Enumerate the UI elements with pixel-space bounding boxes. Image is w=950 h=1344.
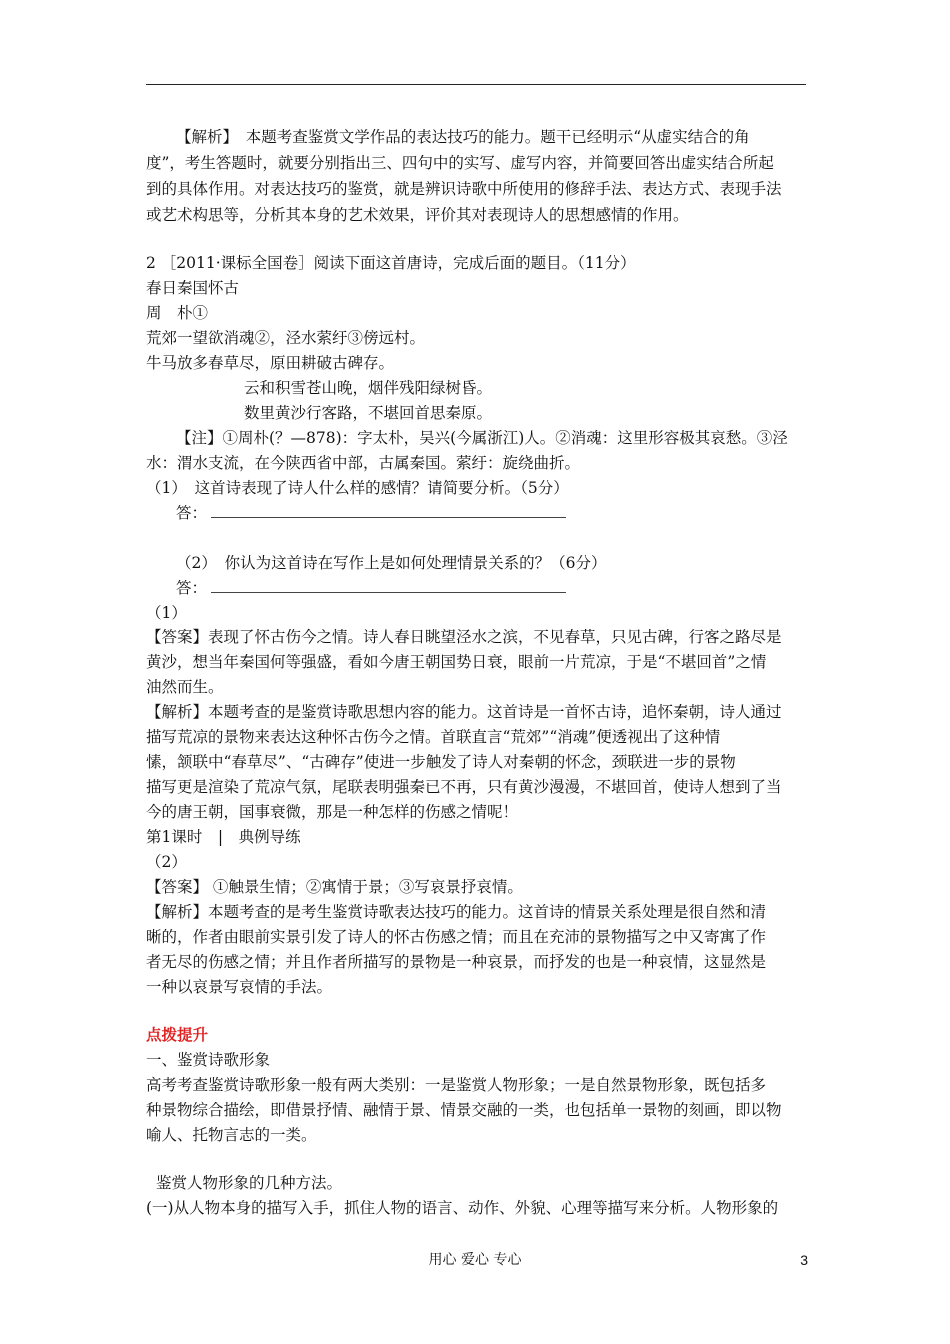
answer-line: 【答案】表现了怀古伤今之情。诗人春日眺望泾水之滨，不见春草，只见古碑，行客之路尽是 (146, 628, 782, 646)
analysis-line: 者无尽的伤感之情；并且作者所描写的景物是一种哀景，而抒发的也是一种哀情，这显然是 (146, 953, 767, 971)
analysis-line: 愫，颔联中“春草尽”、“古碑存”使进一步触发了诗人对秦朝的怀念，颈联进一步的景物 (146, 753, 736, 771)
analysis-line: 描写更是渲染了荒凉气氛，尾联表明强秦已不再，只有黄沙漫漫，不堪回首，使诗人想到了当 (146, 778, 782, 796)
analysis-line: 今的唐王朝，国事衰微，那是一种怎样的伤感之情呢！ (146, 803, 519, 821)
answer-blank-1 (176, 503, 838, 523)
analysis-line: 或艺术构思等，分析其本身的艺术效果，评价其对表现诗人的思想感情的作用。 (146, 206, 689, 224)
answer-underline (211, 503, 566, 518)
analysis-line: 【解析】本题考查的是考生鉴赏诗歌表达技巧的能力。这首诗的情景关系处理是很自然和清 (146, 903, 767, 921)
methods-title: 鉴赏人物形象的几种方法。 (156, 1174, 343, 1192)
poem-author: 周 朴① (146, 304, 209, 322)
analysis-line: 到的具体作用。对表达技巧的鉴赏，就是辨识诗歌中所使用的修辞手法、表达方式、表现手法 (146, 180, 782, 198)
page-number: 3 (800, 1252, 808, 1268)
note-line: 水：渭水支流，在今陕西省中部，古属秦国。萦纡：旋绕曲折。 (146, 454, 581, 472)
question-header: 2 ［2011·课标全国卷］阅读下面这首唐诗，完成后面的题目。（11分） (146, 254, 636, 272)
section-subtitle: 一、鉴赏诗歌形象 (146, 1051, 271, 1069)
analysis-line: 【解析】 本题考查鉴赏文学作品的表达技巧的能力。题干已经明示“从虚实结合的角 (176, 128, 750, 146)
item-label: （1） (146, 604, 187, 622)
poem-line: 牛马放多春草尽，原田耕破古碑存。 (146, 354, 395, 372)
analysis-line: 晰的，作者由眼前实景引发了诗人的怀古伤感之情；而且在充沛的景物描写之中又寄寓了作 (146, 928, 767, 946)
answer-underline (211, 578, 566, 593)
analysis-line: 【解析】本题考查的是鉴赏诗歌思想内容的能力。这首诗是一首怀古诗，追怀秦朝，诗人通过 (146, 703, 782, 721)
section-paragraph-line: 高考考查鉴赏诗歌形象一般有两大类别：一是鉴赏人物形象；一是自然景物形象，既包括多 (146, 1076, 767, 1094)
answer-label: 答： (176, 579, 208, 597)
lesson-line: 第1课时 | 典例导练 (146, 828, 301, 846)
poem-title: 春日秦国怀古 (146, 279, 240, 297)
section-paragraph-line: 种景物综合描绘，即借景抒情、融情于景、情景交融的一类，也包括单一景物的刻画，即以物 (146, 1101, 782, 1119)
answer-label: 答： (176, 504, 208, 522)
answer-blank-2 (176, 578, 838, 598)
footer-slogan: 用心 爱心 专心 (428, 1252, 522, 1268)
answer-line: 油然而生。 (146, 678, 224, 696)
sub-question-1: （1） 这首诗表现了诗人什么样的感情？请简要分析。（5分） (146, 479, 569, 497)
poem-line: 数里黄沙行客路，不堪回首思秦原。 (244, 404, 493, 422)
section-paragraph-line: 喻人、托物言志的一类。 (146, 1126, 317, 1144)
item-label: （2） (146, 853, 187, 871)
analysis-line: 度”，考生答题时，就要分别指出三、四句中的实写、虚写内容，并简要回答出虚实结合所起 (146, 154, 774, 172)
answer-line: 黄沙，想当年秦国何等强盛，看如今唐王朝国势日衰，眼前一片荒凉，于是“不堪回首”之情 (146, 653, 767, 671)
poem-line: 云和积雪苍山晚，烟伴残阳绿树昏。 (244, 379, 493, 397)
section-title: 点拨提升 (146, 1025, 209, 1044)
answer-line: 【答案】 ①触景生情；②寓情于景；③写哀景抒哀情。 (146, 878, 523, 896)
methods-line: (一)从人物本身的描写入手，抓住人物的语言、动作、外貌、心理等描写来分析。人物形象的 (146, 1199, 779, 1217)
analysis-line: 一种以哀景写哀情的手法。 (146, 978, 333, 996)
note-line: 【注】①周朴(？—878)：字太朴，吴兴(今属浙江)人。②消魂：这里形容极其哀愁。③泾 (176, 429, 788, 447)
analysis-line: 描写荒凉的景物来表达这种怀古伤今之情。首联直言“荒郊”“消魂”便透视出了这种情 (146, 728, 721, 746)
sub-question-2: （2） 你认为这首诗在写作上是如何处理情景关系的？（6分） (176, 554, 607, 572)
poem-line: 荒郊一望欲消魂②，泾水萦纡③傍远村。 (146, 329, 426, 347)
header-rule (146, 84, 806, 85)
